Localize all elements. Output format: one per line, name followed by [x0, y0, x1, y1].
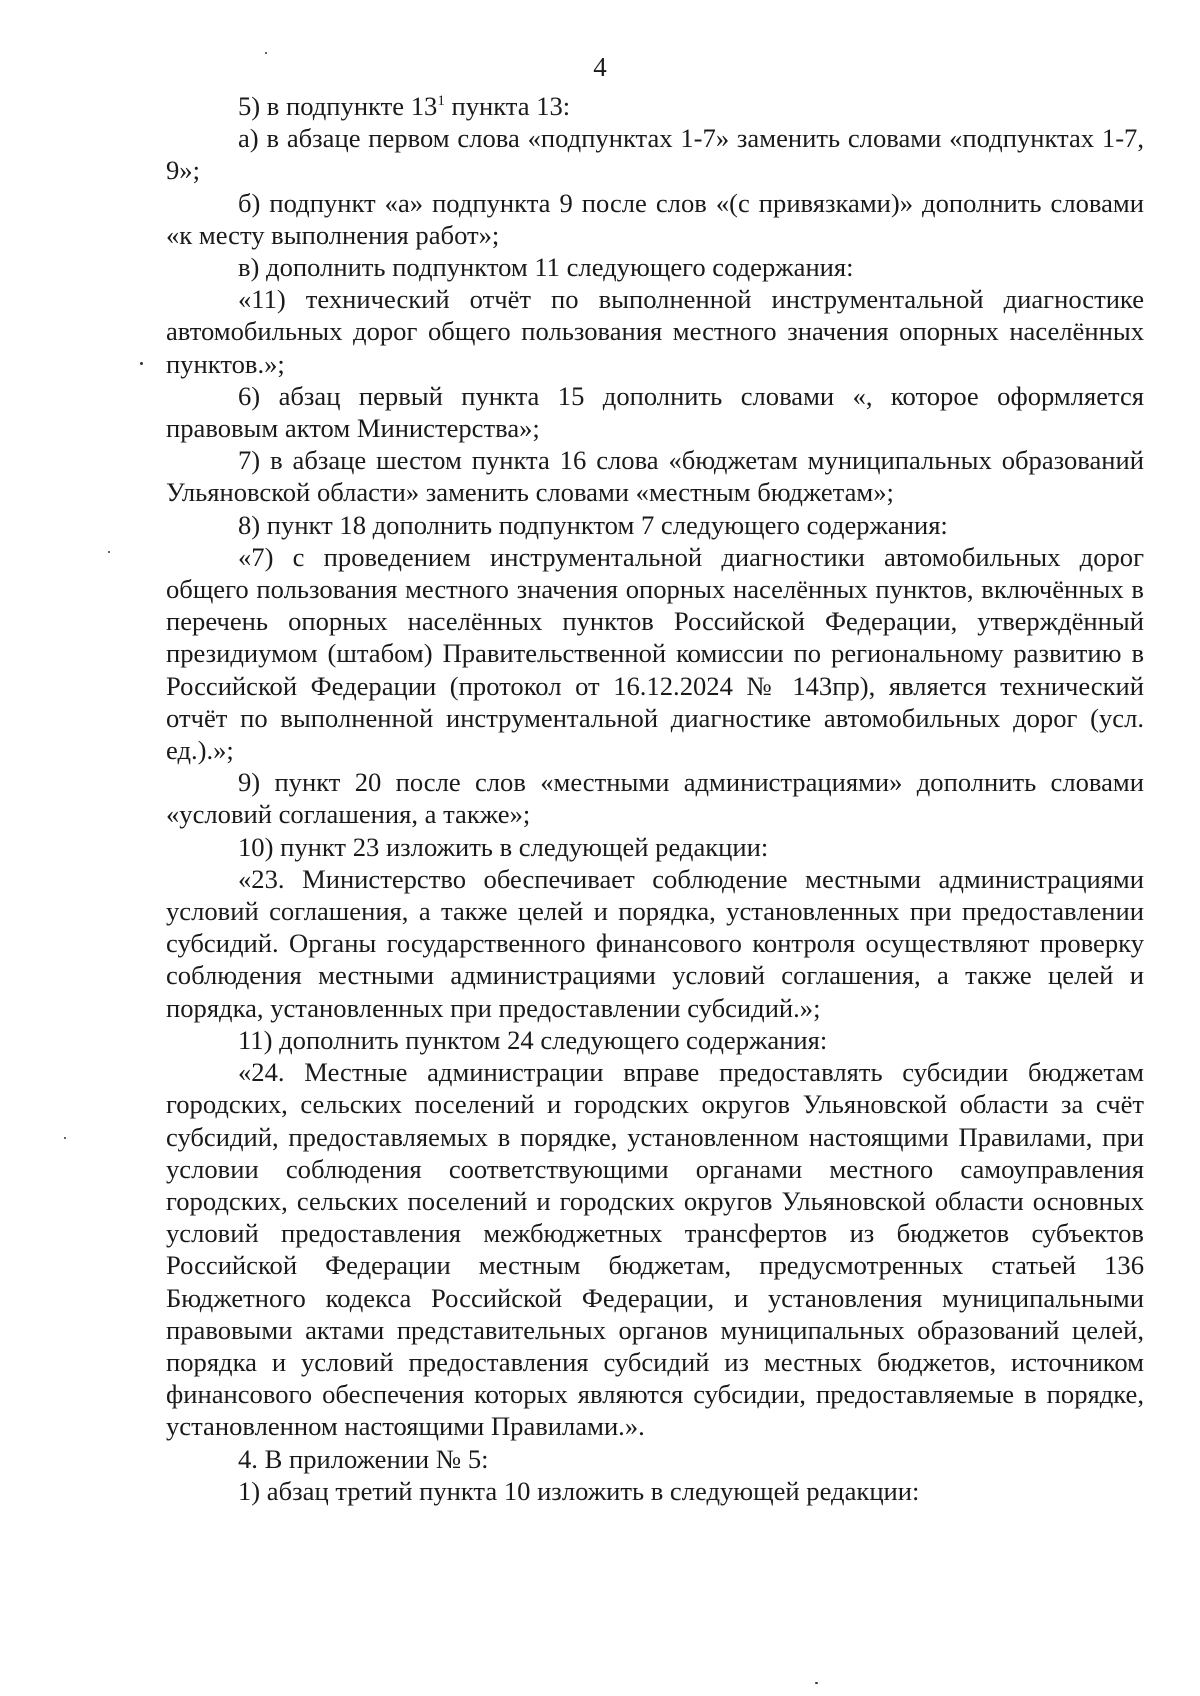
paragraph-item-24-text: «24. Местные администрации вправе предоставлять субсидии бюджетам городских, сельских поселений и городских округов Ульяновской области за счёт субсидий, предоставляемых в порядке, установленном настоящими Правилами, при условии соблюдения соответствующими органами местного самоуправления городских, сельских поселений и городских округов Ульяновской области основных условий предоставления межбюджетных трансфертов из бюджетов субъектов Российской Федерации местным бюджетам, предусмотренных статьей 136 Бюджетного кодекса Российской Федерации, и установления муниципальными правовыми актами представительных органов муниципальных образований целей, порядка и условий предоставления субсидий из местных бюджетов, источником финансового обеспечения которых являются субсидии, предоставляемые в порядке, установленном настоящими Правилами.».: [166, 1057, 1144, 1442]
superscript-one: 1: [437, 93, 445, 110]
paragraph-5b: б) подпункт «а» подпункта 9 после слов «(с привязками)» дополнить словами «к месту выполнения работ»;: [166, 187, 1144, 250]
paragraph-item-23-text: «23. Министерство обеспечивает соблюдение местными администрациями условий соглашения, а также целей и порядка, установленных при предоставлении субсидий. Органы государственного финансового контроля осуществляют проверку соблюдения местными администрациями условий соглашения, а также целей и порядка, установленных при предоставлении субсидий.»;: [166, 863, 1144, 1023]
scan-speck: [64, 1137, 66, 1139]
paragraph-11: 11) дополнить пунктом 24 следующего содержания:: [238, 1024, 828, 1055]
paragraph-8: 8) пункт 18 дополнить подпунктом 7 следующего содержания:: [238, 509, 948, 540]
scan-speck: [265, 52, 267, 54]
paragraph-5a: а) в абзаце первом слова «подпунктах 1-7» заменить словами «подпунктах 1-7, 9»;: [166, 123, 1144, 186]
document-body: [166, 90, 1144, 1507]
page-number: 4: [593, 52, 607, 82]
scan-speck: [108, 551, 110, 553]
paragraph-5v: в) дополнить подпунктом 11 следующего содержания:: [238, 252, 854, 283]
paragraph-6: 6) абзац первый пункта 15 дополнить словами «, которое оформляется правовым актом Министерства»;: [166, 380, 1144, 444]
paragraph-appendix-5: 4. В приложении № 5:: [238, 1443, 489, 1474]
scan-speck: [140, 362, 143, 365]
paragraph-appendix-5-item-1: 1) абзац третий пункта 10 изложить в следующей редакции:: [238, 1475, 920, 1506]
scan-speck: [815, 1682, 818, 1684]
paragraph-subitem-7-text: «7) с проведением инструментальной диагностики автомобильных дорог общего пользования местного значения опорных населённых пунктов, включённых в перечень опорных населённых пунктов Российской Федерации, утверждённый президиумом (штабом) Правительственной комиссии по региональному развитию в Российской Федерации (протокол от 16.12.2024 № 143пр), является технический отчёт по выполненной инструментальной диагностике автомобильных дорог (усл. ед.).»;: [166, 541, 1144, 766]
paragraph-9: 9) пункт 20 после слов «местными администрациями» дополнить словами «условий соглашения, а также»;: [166, 767, 1144, 830]
paragraph-subitem-11-text: «11) технический отчёт по выполненной инструментальной диагностике автомобильных дорог общего пользования местного значения опорных населённых пунктов.»;: [166, 284, 1144, 379]
paragraph-5-subitem-13-1: 5) в подпункте $13^1$ пункта 13:: [238, 91, 571, 121]
paragraph-7: 7) в абзаце шестом пункта 16 слова «бюджетам муниципальных образований Ульяновской области» заменить словами «местным бюджетам»;: [166, 445, 1144, 508]
paragraph-10: 10) пункт 23 изложить в следующей редакции:: [238, 831, 769, 862]
